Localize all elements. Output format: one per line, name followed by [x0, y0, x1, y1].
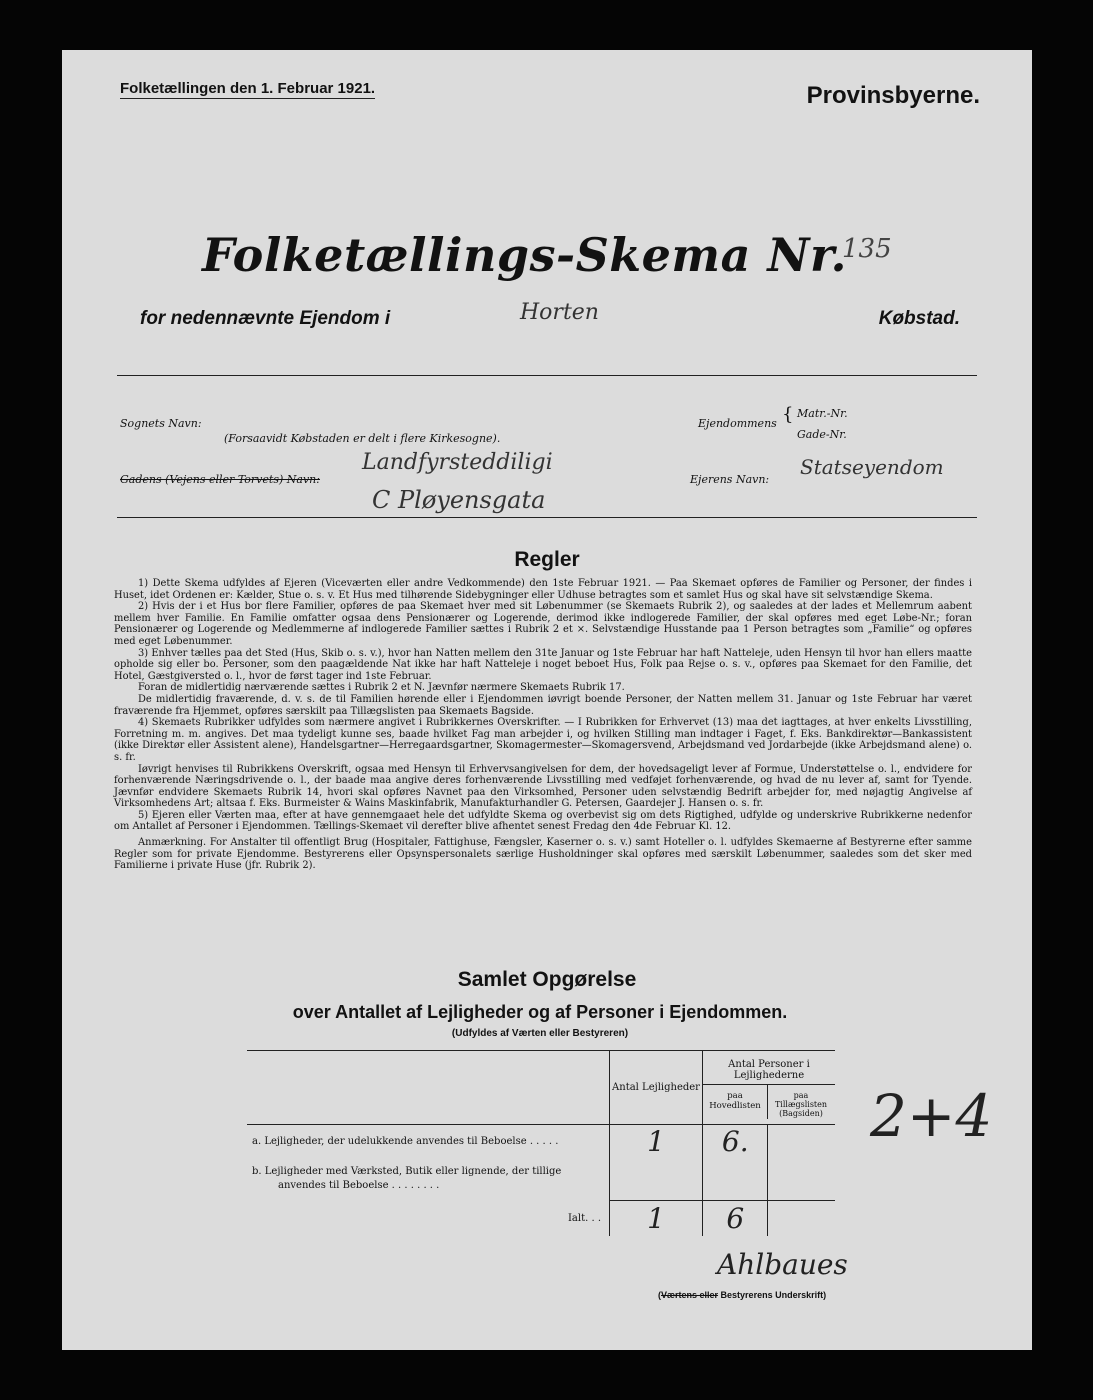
rules-heading: Regler: [514, 548, 580, 571]
summary-note: (Udfyldes af Værten eller Bestyreren): [451, 1028, 629, 1039]
total-label: Ialt. . .: [567, 1212, 601, 1224]
summary-title: Samlet Opgørelse: [457, 968, 637, 991]
brace: {: [782, 404, 794, 425]
handwritten-note: 2+4: [870, 1082, 993, 1150]
row-a-apartments: 1: [610, 1125, 703, 1159]
census-form-page: [62, 50, 1032, 1350]
gade-label: Gade-Nr.: [797, 428, 847, 441]
rule-paragraph: 2) Hvis der i et Hus bor flere Familier, opføres de paa Skemaet hver med sit Løbenummer (se Skemaets Rubrik 2), og saaledes at der lades et Mellemrum aabent mellem hver Familie. En Familie omfatter ogsaa dens Pensionærer og Logerende, derimod ikke indlogerede Familier, der skal opføres med eget Løbe-Nr.; foran Pensionærer og Logerende og Medlemmerne af indlogerede Familier sættes i Rubrik 2 et ×. Selvstændige Husstande paa 1 Person betragtes som „Familie“ og opføres med eget Løbenummer.: [114, 601, 972, 647]
form-title: Folketællings-Skema Nr.: [202, 228, 847, 282]
rule-paragraph: 1) Dette Skema udfyldes af Ejeren (Viceværten eller andre Vedkommende) den 1ste Februar 1921. — Paa Skemaet opføres de Familier og Personer, der findes i Huset, idet Ordenen er: Kælder, Stue o. s. v. Et Hus med tilhørende Sidebygninger eller Udhuse betragtes som et samlet Hus og skal have sit selvstændige Skema.: [114, 578, 972, 601]
row-b-label-1: b. Lejligheder med Værksted, Butik eller lignende, der tillige: [252, 1166, 562, 1177]
rule-paragraph: Foran de midlertidig nærværende sættes i Rubrik 2 et N. Jævnfør nærmere Skemaets Rubrik 17.: [138, 682, 625, 694]
rule-paragraph: 4) Skemaets Rubrikker udfyldes som nærmere angivet i Rubrikkernes Overskrifter. — I Rubrikken for Erhvervet (13) maa det iagttages, at hver enkelts Livsstilling, Forretning m. m. angives. Det maa tydeligt kunne ses, baade hvilket Fag man arbejder i, og hvilken Stilling man indtager i Faget, f. Eks. Bankdirektør—Bankassistent (ikke Direktør eller Assistent alene), Handelsgartner—Herregaardsgartner, Skomagermester—Skomagersvend, Arbejdsmand ved Jordarbejde (ikke Arbejdsmand alene) o. s. fr.: [114, 717, 972, 763]
col-apartments-header: Antal Lejligheder: [612, 1082, 700, 1093]
town-name: Horten: [520, 300, 599, 325]
rules-text: [114, 578, 972, 872]
rule-paragraph: Anmærkning. For Anstalter til offentligt Brug (Hospitaler, Fattighuse, Fængsler, Kaserner o. s. v.) samt Hoteller o. l. udfyldes Skemaerne af Bestyrerne efter samme Regler som for private Ejendomme. Bestyrerens eller Opsynspersonalets særlige Husholdninger skal opføres med særskilt Løbenummer, saaledes som det sker med Familierne i private Huse (jfr. Rubrik 2).: [114, 837, 972, 872]
row-b-label-2: anvendes til Beboelse . . . . . . . .: [278, 1180, 440, 1191]
col-main-list-header: paa Hovedlisten: [709, 1091, 761, 1111]
form-category: Provinsbyerne.: [806, 82, 980, 109]
total-apartments: 1: [610, 1200, 703, 1236]
matr-label: Matr.-Nr.: [797, 407, 848, 420]
census-date-label: Folketællingen den 1. Februar 1921.: [120, 80, 376, 97]
rule-paragraph: Iøvrigt henvises til Rubrikkens Overskrift, ogsaa med Hensyn til Erhvervsangivelsen for dem, der hovedsageligt lever af Formue, Understøttelse o. l., endvidere for forhenværende Næringsdrivende o. l., der baade maa angive deres forhenværende Livsstilling med vedføjet forhenværende, og hvad de nu lever af, samt for Tyende. Jævnfør endvidere Skemaets Rubrik 14, hvori skal opføres Navnet paa den Virksomhed, Personer uden selvstændig Bedrift arbejder for, med nøjagtig Angivelse af Virksomhedens Art; altsaa f. Eks. Burmeister & Wains Maskinfabrik, Manufakturhandler G. Petersen, Gaardejer J. Hansen o. s. fr.: [114, 763, 972, 810]
kobstad-label: Købstad.: [878, 308, 960, 329]
divider-top: [117, 375, 977, 376]
form-number: 135: [842, 234, 892, 264]
row-a-persons: 6.: [703, 1125, 768, 1159]
street-label: Gadens (Vejens eller Torvets) Navn:: [120, 473, 320, 486]
form-subtitle: for nedennævnte Ejendom i: [140, 308, 391, 329]
street-value-2: C Pløyensgata: [372, 486, 546, 514]
col-supplement-header: paa Tillægslisten (Bagsiden): [767, 1085, 834, 1119]
street-value-1: Landfyrsteddiligi: [362, 450, 553, 475]
rule-paragraph: De midlertidig fraværende, d. v. s. de til Familien hørende eller i Ejendommen iøvrigt boende Personer, der Natten mellem 31. Januar og 1ste Februar har været fraværende fra Hjemmet, opføres særskilt paa Tillægslisten paa Skemaets Bagside.: [114, 693, 972, 717]
signature-label: (Værtens eller Bestyrerens Underskrift): [658, 1290, 827, 1300]
col-persons-header: Antal Personer i Lejlighederne: [703, 1056, 835, 1085]
signature-label-struck: Værtens eller: [661, 1290, 719, 1300]
owner-value: Statseyendom: [800, 455, 944, 479]
summary-subtitle: over Antallet af Lejligheder og af Personer i Ejendommen.: [292, 1002, 788, 1022]
property-label: Ejendommens: [698, 417, 777, 430]
summary-table: [247, 1050, 835, 1236]
signature-label-text: Bestyrerens Underskrift): [720, 1290, 827, 1300]
parish-note: (Forsaavidt Købstaden er delt i flere Kirkesogne).: [224, 432, 501, 445]
row-a-label: a. Lejligheder, der udelukkende anvendes til Beboelse . . . . .: [252, 1136, 559, 1147]
rule-paragraph: 5) Ejeren eller Værten maa, efter at have gennemgaaet hele det udfyldte Skema og overbevist sig om dets Rigtighed, udfylde og underskrive Rubrikkerne nedenfor om Antallet af Personer i Ejendommen. Tællings-Skemaet vil derefter blive afhentet senest Fredag den 4de Februar Kl. 12.: [114, 809, 972, 833]
owner-label: Ejerens Navn:: [690, 473, 770, 486]
parish-label: Sognets Navn:: [120, 417, 202, 430]
divider-bottom: [117, 517, 977, 518]
signature-value: Ahlbaues: [717, 1248, 848, 1281]
rule-paragraph: 3) Enhver tælles paa det Sted (Hus, Skib o. s. v.), hvor han Natten mellem den 31te Januar og 1ste Februar har haft Natteleje, uden Hensyn til hvor han ellers maatte opholde sig eller bo. Personer, som den paagældende Nat ikke har haft Natteleje i noget beboet Hus, Folk paa Rejse o. s. v., opføres paa Skemaet for den Familie, det Hotel, Gæstgiversted o. l., hvor de først tager ind 1ste Februar.: [114, 647, 972, 682]
total-persons: 6: [703, 1200, 768, 1236]
